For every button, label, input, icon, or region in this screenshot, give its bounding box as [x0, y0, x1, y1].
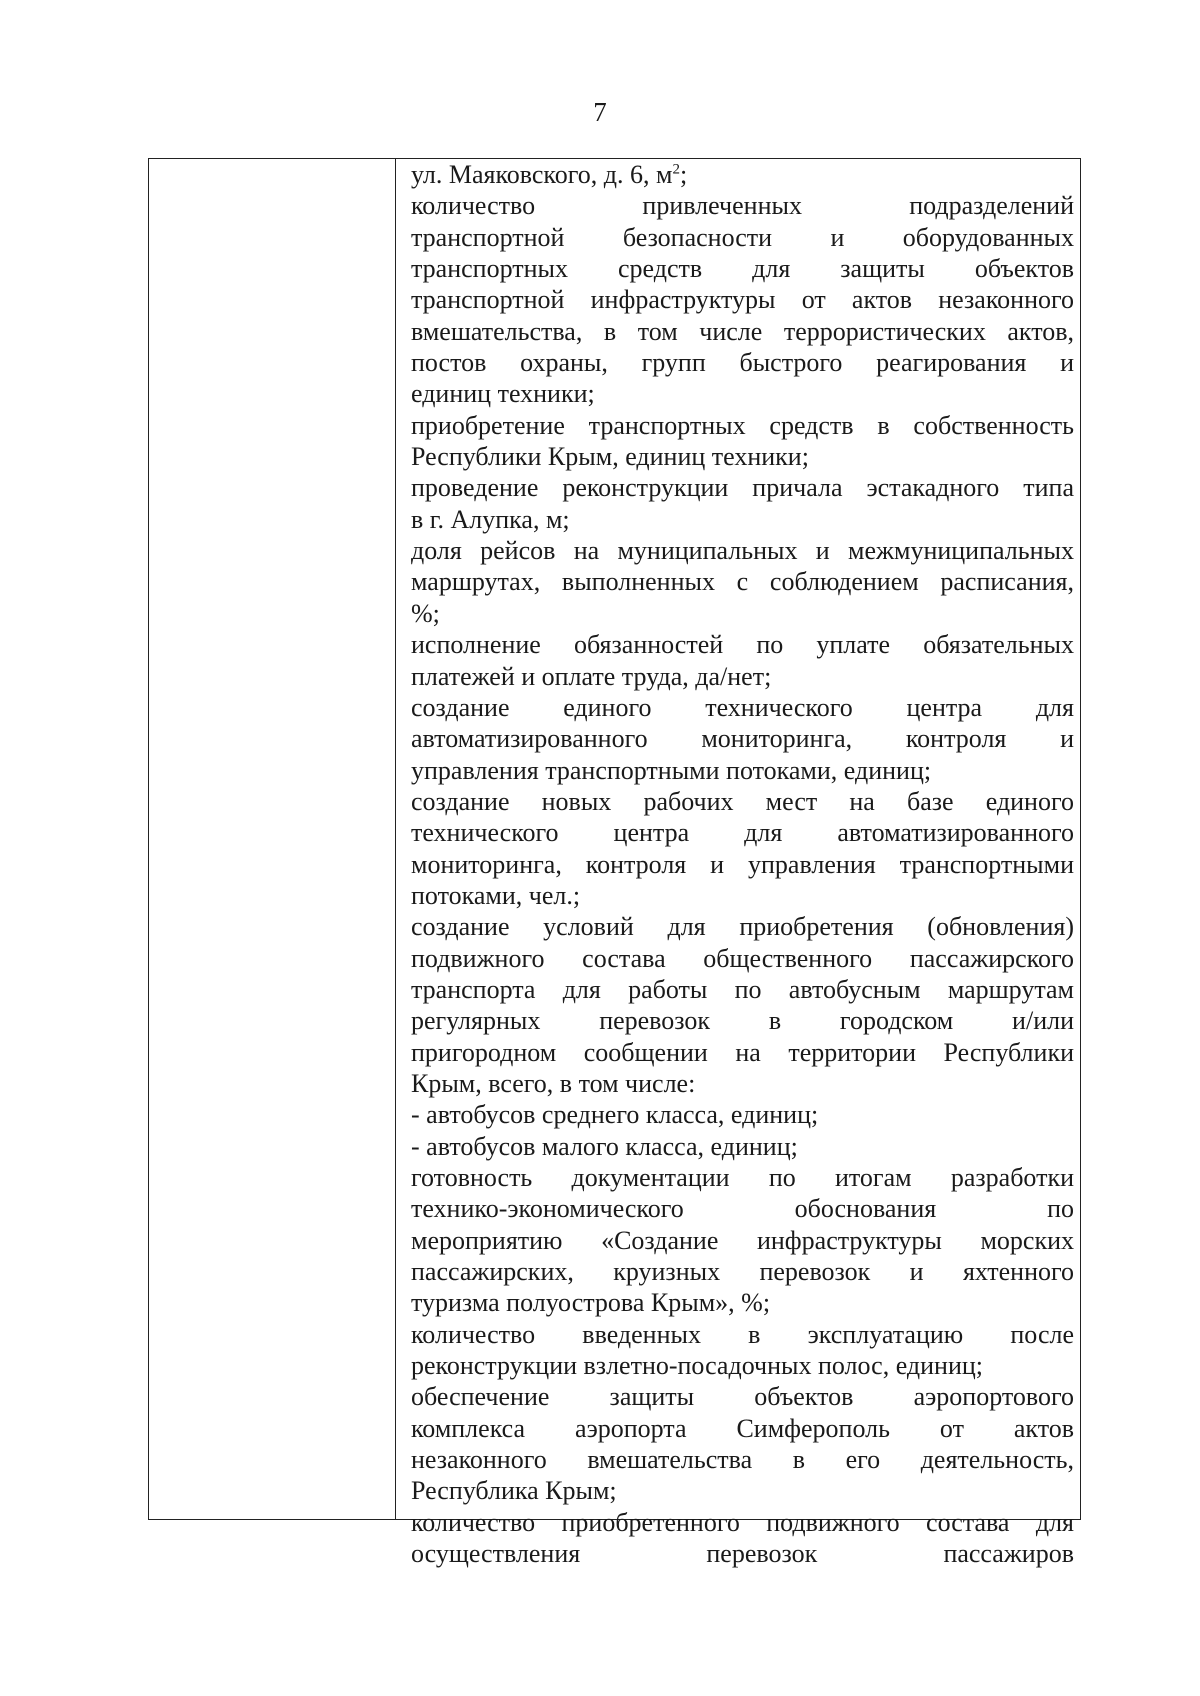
text-line-content: создание новых рабочих мест на базе единого	[411, 786, 1074, 816]
text-line-content: доля рейсов на муниципальных и межмуниципальных	[411, 536, 1074, 566]
text-line-content: туризма полуострова Крым», %;	[411, 1288, 771, 1318]
text-line	[411, 535, 1074, 566]
text-line-content: пассажирских, круизных перевозок и яхтенного	[411, 1257, 1074, 1287]
text-line-content: осуществления перевозок пассажиров	[411, 1539, 1074, 1569]
text-line-content: Республика Крым;	[411, 1476, 617, 1506]
text-line	[411, 911, 1074, 942]
text-line	[411, 1381, 1074, 1412]
text-line	[411, 661, 1074, 692]
table-right-cell	[396, 159, 1080, 1569]
text-line-content: - автобусов среднего класса, единиц;	[411, 1100, 819, 1130]
text-line	[411, 441, 1074, 472]
text-line	[411, 755, 1074, 786]
text-line	[411, 284, 1074, 315]
text-line	[411, 1350, 1074, 1381]
text-line-content: приобретение транспортных средств в собственность	[411, 410, 1074, 440]
text-line	[411, 629, 1074, 660]
text-line-content: подвижного состава общественного пассажирского	[411, 943, 1074, 973]
text-line-content: транспорта для работы по автобусным маршрутам	[411, 974, 1074, 1004]
text-line-content: автоматизированного мониторинга, контроля и	[411, 724, 1074, 754]
text-line-content: обеспечение защиты объектов аэропортового	[411, 1382, 1074, 1412]
text-line	[411, 880, 1074, 911]
document-table	[148, 158, 1081, 1569]
text-line	[411, 786, 1074, 817]
text-line-content: ул. Маяковского, д. 6, м	[411, 160, 673, 189]
text-line-content: потоками, чел.;	[411, 880, 581, 910]
text-line-content: транспортной инфраструктуры от актов незаконного	[411, 285, 1074, 315]
text-line-content: %;	[411, 598, 440, 628]
trailing-punctuation: ;	[679, 160, 688, 189]
text-line-content: единиц техники;	[411, 379, 595, 409]
text-line-content: создание условий для приобретения (обновления)	[411, 912, 1074, 942]
text-line	[411, 1131, 1074, 1162]
text-line-content: транспортных средств для защиты объектов	[411, 254, 1074, 284]
text-line-content: комплекса аэропорта Симферополь от актов	[411, 1413, 1074, 1443]
text-line	[411, 1287, 1074, 1318]
text-line	[411, 817, 1074, 848]
text-line-content: технического центра для автоматизированного	[411, 818, 1074, 848]
text-line	[411, 1538, 1074, 1569]
text-line	[411, 253, 1074, 284]
text-line-content: транспортной безопасности и оборудованных	[411, 222, 1074, 252]
text-line	[411, 504, 1074, 535]
text-line	[411, 1099, 1074, 1130]
text-line	[411, 849, 1074, 880]
text-line	[411, 1319, 1074, 1350]
text-line-content: реконструкции взлетно-посадочных полос, единиц;	[411, 1351, 984, 1381]
text-line	[411, 598, 1074, 629]
text-line-content: в г. Алупка, м;	[411, 504, 570, 534]
text-line	[411, 1413, 1074, 1444]
text-line	[411, 1256, 1074, 1287]
text-line-content: управления транспортными потоками, единиц;	[411, 755, 932, 785]
text-line	[411, 723, 1074, 754]
text-line-content: готовность документации по итогам разработки	[411, 1163, 1074, 1192]
text-line	[411, 410, 1074, 441]
text-line-content: - автобусов малого класса, единиц;	[411, 1131, 798, 1161]
text-line-content: проведение реконструкции причала эстакадного типа	[411, 473, 1074, 503]
text-line-content: постов охраны, групп быстрого реагирования и	[411, 348, 1074, 378]
text-line	[411, 1037, 1074, 1068]
text-line	[411, 692, 1074, 723]
text-line	[411, 222, 1074, 253]
text-line	[411, 378, 1074, 409]
text-line-content: незаконного вмешательства в его деятельность,	[411, 1445, 1074, 1475]
text-line-content: технико-экономического обоснования по	[411, 1194, 1074, 1224]
text-line-content: мероприятию «Создание инфраструктуры морских	[411, 1225, 1074, 1255]
text-line	[411, 1068, 1074, 1099]
text-line	[411, 566, 1074, 597]
text-line	[411, 974, 1074, 1005]
text-line	[411, 1507, 1074, 1538]
text-line-content: количество введенных в эксплуатацию после	[411, 1319, 1074, 1349]
text-line-content: вмешательства, в том числе террористических актов,	[411, 316, 1074, 346]
text-line-content: количество приобретенного подвижного состава для	[411, 1507, 1074, 1537]
superscript: 2	[672, 161, 680, 178]
text-line	[411, 1475, 1074, 1506]
text-line	[411, 943, 1074, 974]
text-line-content: маршрутах, выполненных с соблюдением расписания,	[411, 567, 1074, 597]
text-line-content: Республики Крым, единиц техники;	[411, 442, 809, 472]
text-line-content: пригородном сообщении на территории Республики	[411, 1037, 1074, 1067]
text-line-content: регулярных перевозок в городском и/или	[411, 1006, 1074, 1036]
text-line	[411, 1225, 1074, 1256]
page-number: 7	[593, 97, 607, 127]
text-line	[411, 347, 1074, 378]
table-left-cell	[149, 159, 396, 1519]
text-line-content: платежей и оплате труда, да/нет;	[411, 661, 772, 691]
text-line	[411, 472, 1074, 503]
text-line	[411, 190, 1074, 221]
text-line	[411, 1005, 1074, 1036]
text-line-content: количество привлеченных подразделений	[411, 191, 1074, 221]
text-line-content: мониторинга, контроля и управления транспортными	[411, 849, 1074, 879]
text-line	[411, 316, 1074, 347]
text-line	[411, 1193, 1074, 1224]
text-line-content: создание единого технического центра для	[411, 692, 1074, 722]
text-line	[411, 1444, 1074, 1475]
text-line	[411, 159, 1074, 190]
text-line	[411, 1162, 1074, 1193]
text-line-content: Крым, всего, в том числе:	[411, 1068, 696, 1098]
text-line-content: исполнение обязанностей по уплате обязательных	[411, 630, 1074, 660]
